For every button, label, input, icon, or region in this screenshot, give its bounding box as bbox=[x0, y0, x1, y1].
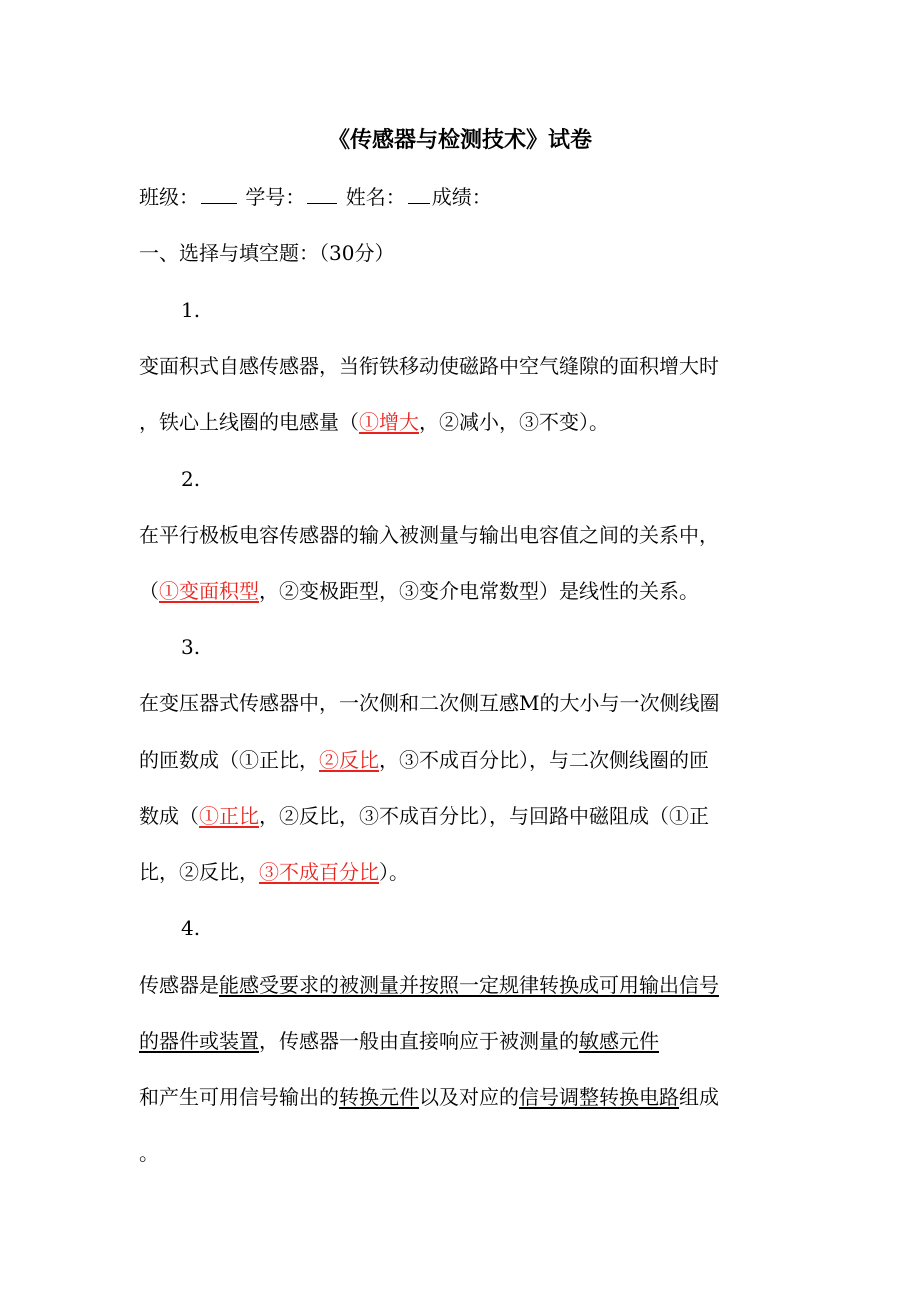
class-blank bbox=[201, 181, 237, 204]
student-info-line bbox=[139, 177, 779, 217]
underlined-answer: 转换元件 bbox=[339, 1085, 419, 1109]
student-id-blank bbox=[307, 181, 337, 204]
question-3-number: 3. bbox=[181, 635, 201, 659]
question-3-line-2 bbox=[139, 740, 779, 780]
question-text: ，②反比，③不成百分比），与回路中磁阻成（①正 bbox=[259, 804, 709, 828]
question-text: ，②减小，③不变）。 bbox=[419, 410, 609, 434]
section-heading: 一、选择与填空题：（30分） bbox=[139, 241, 395, 265]
question-4-number: 4. bbox=[181, 916, 201, 940]
question-text: ，②变极距型，③变介电常数型）是线性的关系。 bbox=[259, 579, 699, 603]
question-text: ，铁心上线圈的电感量（ bbox=[139, 410, 359, 434]
question-text: 数成（ bbox=[139, 804, 199, 828]
question-2-line-2 bbox=[139, 571, 779, 611]
question-text: 传感器是 bbox=[139, 973, 219, 997]
question-3-line-3 bbox=[139, 796, 779, 836]
answer-text: ②反比 bbox=[319, 748, 379, 772]
question-text: 比，②反比， bbox=[139, 860, 259, 884]
question-1-line-2 bbox=[139, 402, 779, 442]
exam-title: 《传感器与检测技术》试卷 bbox=[327, 127, 592, 153]
question-text: ）。 bbox=[379, 860, 409, 884]
underlined-answer: 敏感元件 bbox=[579, 1029, 659, 1053]
answer-text: ③不成百分比 bbox=[259, 860, 379, 884]
question-text: ，③不成百分比），与二次侧线圈的匝 bbox=[379, 748, 709, 772]
score-label: 成绩： bbox=[431, 185, 492, 209]
question-4-line-3 bbox=[139, 1077, 779, 1117]
question-text: （ bbox=[139, 579, 159, 603]
name-blank bbox=[408, 181, 430, 204]
question-text: 以及对应的 bbox=[419, 1085, 519, 1109]
question-3-line-4 bbox=[139, 852, 779, 892]
underlined-answer: 信号调整转换电路 bbox=[519, 1085, 679, 1109]
question-2-line-1: 在平行极板电容传感器的输入被测量与输出电容值之间的关系中， bbox=[139, 523, 719, 547]
question-2-number: 2. bbox=[181, 467, 201, 491]
question-1-number: 1. bbox=[181, 298, 201, 322]
answer-text: ①增大 bbox=[359, 410, 419, 434]
answer-text: ①正比 bbox=[199, 804, 259, 828]
question-1-line-1: 变面积式自感传感器，当衔铁移动使磁路中空气缝隙的面积增大时 bbox=[139, 354, 719, 378]
question-text: 和产生可用信号输出的 bbox=[139, 1085, 339, 1109]
question-text: ，传感器一般由直接响应于被测量的 bbox=[259, 1029, 579, 1053]
underlined-answer: 能感受要求的被测量并按照一定规律转换成可用输出信号 bbox=[219, 973, 719, 997]
class-label: 班级： bbox=[139, 185, 199, 209]
underlined-answer: 的器件或装置 bbox=[139, 1029, 259, 1053]
student-id-label: 学号： bbox=[245, 185, 306, 209]
question-text: 组成 bbox=[679, 1085, 719, 1109]
question-3-line-1: 在变压器式传感器中，一次侧和二次侧互感M的大小与一次侧线圈 bbox=[139, 691, 720, 715]
answer-text: ①变面积型 bbox=[159, 579, 259, 603]
question-4-line-4: 。 bbox=[139, 1141, 159, 1165]
name-label: 姓名： bbox=[345, 185, 406, 209]
question-text: 的匝数成（①正比， bbox=[139, 748, 319, 772]
question-4-line-1 bbox=[139, 965, 779, 1005]
question-4-line-2 bbox=[139, 1021, 779, 1061]
